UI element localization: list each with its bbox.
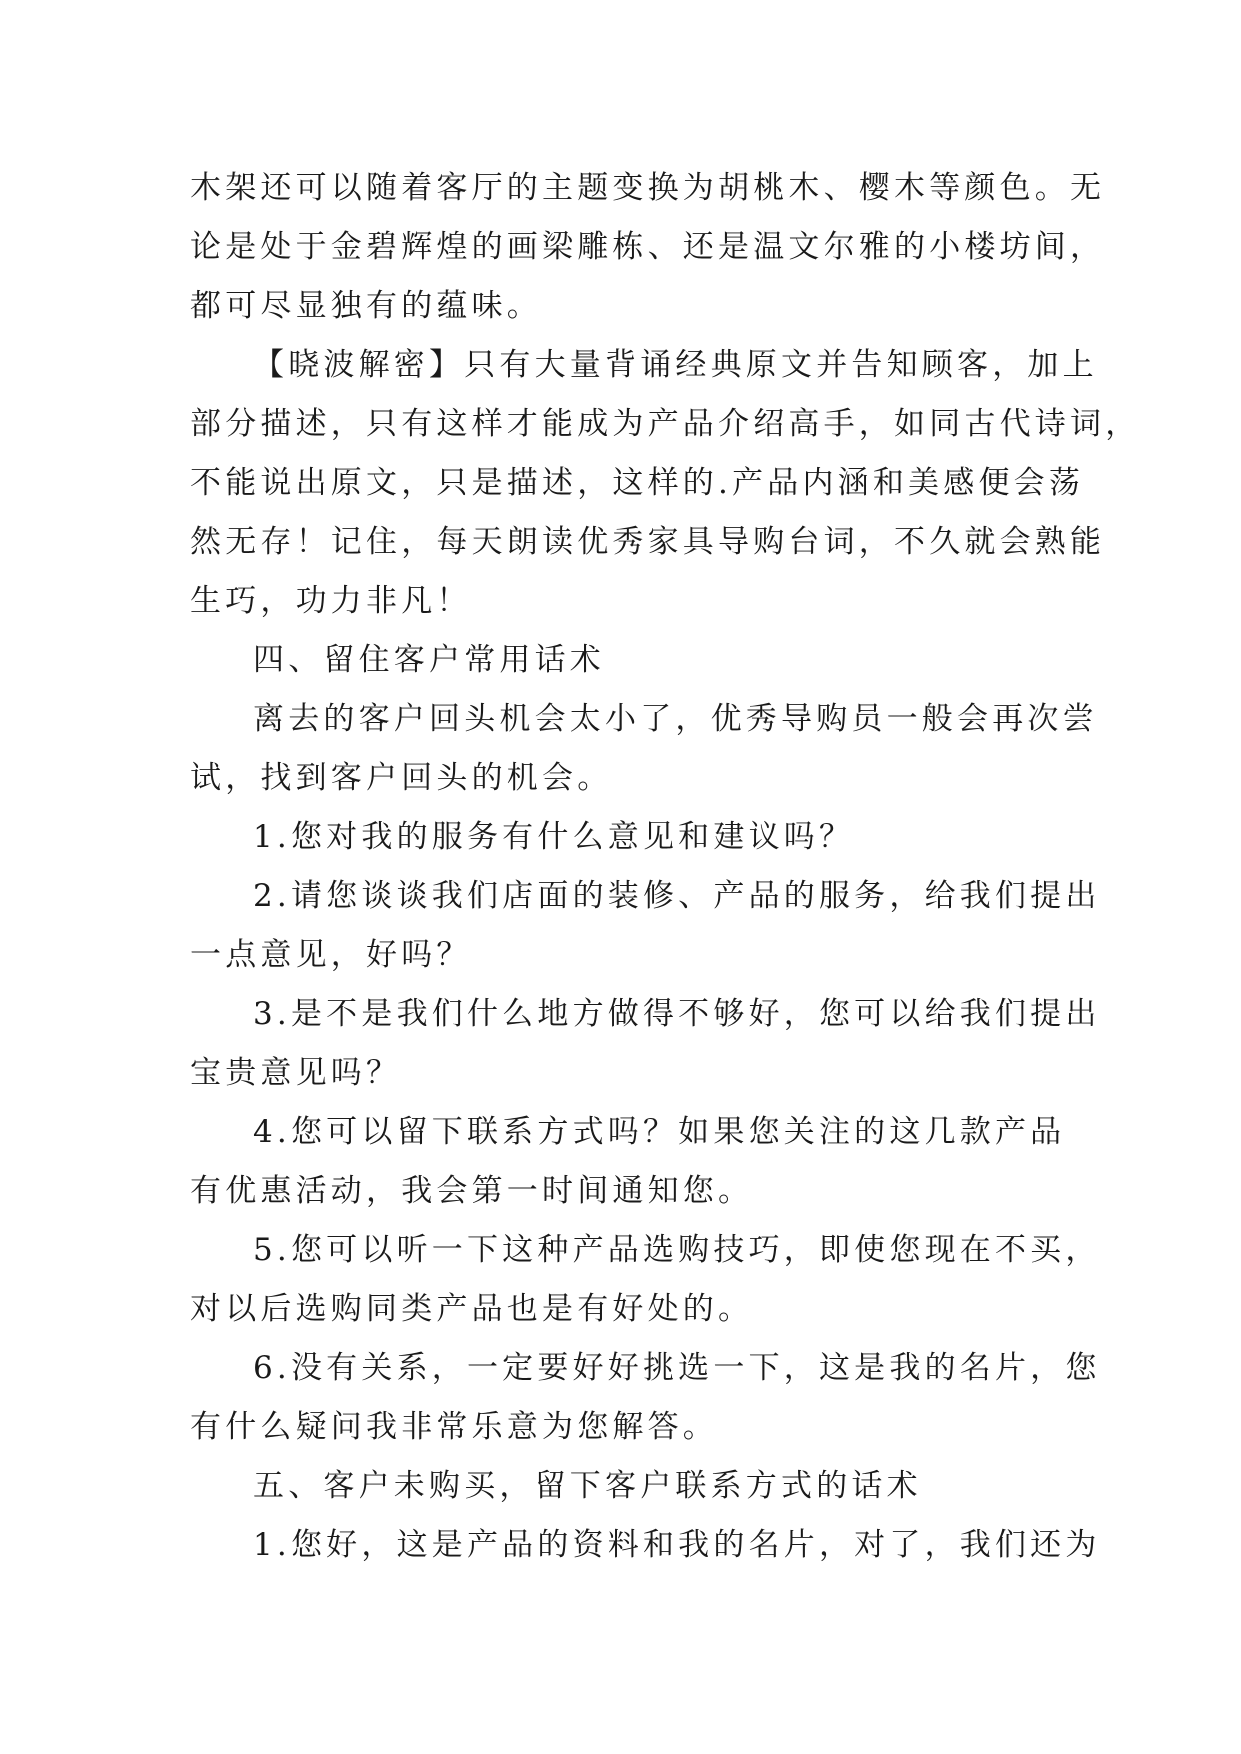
list-item: 3.是不是我们什么地方做得不够好，您可以给我们提出 — [253, 996, 1101, 1032]
section-heading: 四、留住客户常用话术 — [253, 642, 605, 678]
text-line: 木架还可以随着客厅的主题变换为胡桃木、樱木等颜色。无 — [190, 170, 1106, 206]
text-line: 不能说出原文，只是描述，这样的.产品内涵和美感便会荡 — [190, 465, 1085, 501]
list-item: 4.您可以留下联系方式吗？如果您关注的这几款产品 — [253, 1114, 1066, 1150]
text-line: 论是处于金碧辉煌的画梁雕栋、还是温文尔雅的小楼坊间， — [190, 229, 1106, 265]
text-line: 生巧，功力非凡！ — [190, 583, 472, 619]
text-line: 有优惠活动，我会第一时间通知您。 — [190, 1173, 754, 1209]
list-item: 1.您好，这是产品的资料和我的名片，对了，我们还为 — [253, 1527, 1101, 1563]
text-line: 部分描述，只有这样才能成为产品介绍高手，如同古代诗词， — [190, 406, 1141, 442]
text-line: 然无存！记住，每天朗读优秀家具导购台词，不久就会熟能 — [190, 524, 1106, 560]
list-item: 5.您可以听一下这种产品选购技巧，即使您现在不买， — [253, 1232, 1101, 1268]
list-item: 1.您对我的服务有什么意见和建议吗？ — [253, 819, 855, 855]
list-item: 6.没有关系，一定要好好挑选一下，这是我的名片，您 — [253, 1350, 1101, 1386]
text-line: 一点意见，好吗？ — [190, 937, 472, 973]
text-line: 试，找到客户回头的机会。 — [190, 760, 613, 796]
text-line: 都可尽显独有的蕴味。 — [190, 288, 542, 324]
list-item: 2.请您谈谈我们店面的装修、产品的服务，给我们提出 — [253, 878, 1101, 914]
text-line: 对以后选购同类产品也是有好处的。 — [190, 1291, 754, 1327]
section-heading: 五、客户未购买，留下客户联系方式的话术 — [253, 1468, 922, 1504]
text-line: 离去的客户回头机会太小了，优秀导购员一般会再次尝 — [253, 701, 1098, 737]
text-line: 【晓波解密】只有大量背诵经典原文并告知顾客，加上 — [253, 347, 1098, 383]
text-line: 宝贵意见吗？ — [190, 1055, 402, 1091]
text-line: 有什么疑问我非常乐意为您解答。 — [190, 1409, 718, 1445]
